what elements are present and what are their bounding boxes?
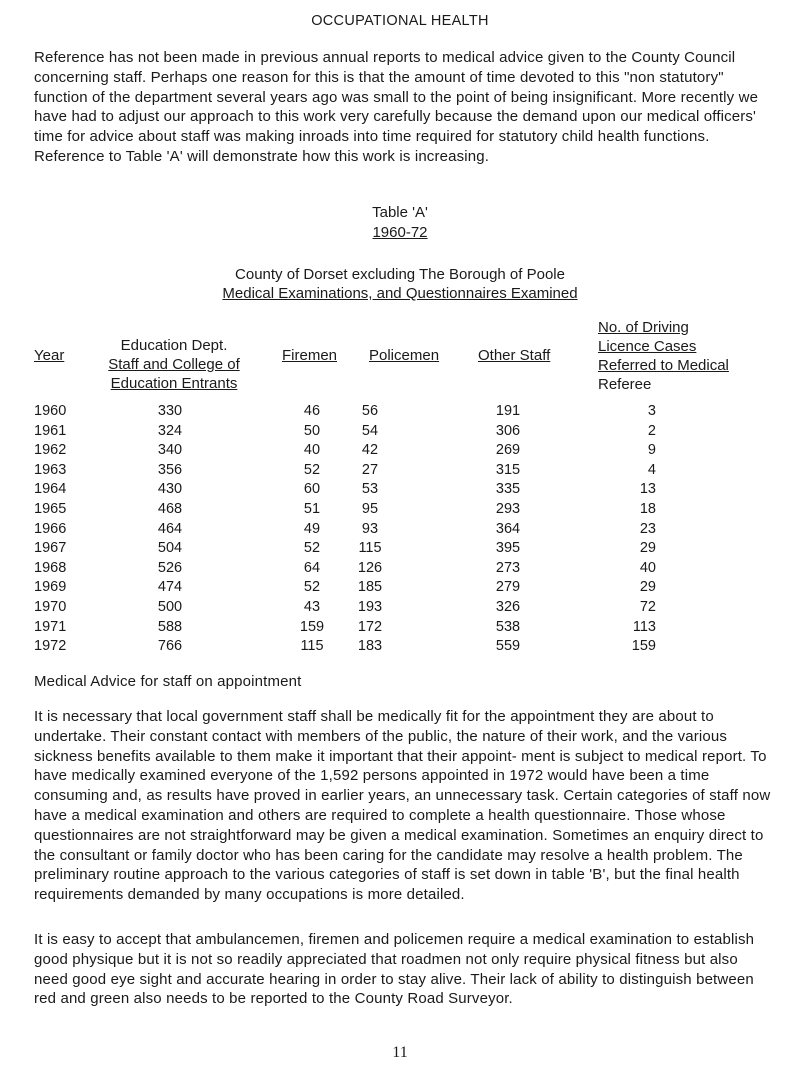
- cell-policemen: 95: [361, 501, 379, 517]
- table-row: [0, 558, 800, 578]
- section-heading-text: Medical Advice for staff on appointment: [34, 673, 302, 690]
- table-row: [0, 636, 800, 656]
- table-subtitle-2-text: Medical Examinations, and Questionnaires Examined: [222, 285, 578, 302]
- cell-firemen: 50: [303, 422, 321, 439]
- cell-other-staff: 293: [495, 501, 521, 517]
- cell-education: 588: [157, 618, 183, 635]
- cell-policemen: 93: [361, 520, 379, 537]
- cell-education: 766: [157, 638, 183, 655]
- cell-policemen: 56: [361, 403, 379, 419]
- cell-other-staff: 269: [495, 442, 521, 459]
- cell-year: 1960: [34, 403, 67, 419]
- table-subtitle-2: [0, 284, 800, 303]
- paragraph-2: [34, 707, 774, 905]
- cell-year: 1967: [34, 540, 67, 557]
- cell-other-staff: 335: [495, 481, 521, 498]
- section-heading: [34, 672, 774, 692]
- cell-policemen: 27: [361, 461, 379, 478]
- cell-licence-cases: 23: [639, 520, 656, 537]
- cell-licence-cases: 2: [647, 422, 656, 439]
- cell-year: 1963: [34, 461, 67, 478]
- table-row: [0, 479, 800, 499]
- header-policemen: Policemen: [369, 347, 440, 364]
- cell-firemen: 159: [299, 618, 325, 635]
- cell-year: 1965: [34, 501, 67, 517]
- cell-firemen: 49: [303, 520, 321, 537]
- table-row: [0, 440, 800, 460]
- cell-policemen: 42: [361, 442, 379, 459]
- cell-licence-cases: 3: [647, 403, 656, 419]
- table-years-text: 1960-72: [372, 224, 428, 241]
- cell-firemen: 52: [303, 579, 321, 596]
- paragraph-3-text: It is easy to accept that ambulancemen, firemen and policemen require a medical examination to establish good physique but it is not so readily appreciated that roadmen not only require physical fitness but also need good eye sight and accurate hearing in order to stay alive. Their lack of ability to distinguish between red and green also needs to be reported to the County Road Surveyor.: [34, 931, 755, 1008]
- cell-year: 1966: [34, 520, 67, 537]
- cell-other-staff: 395: [495, 540, 521, 557]
- cell-licence-cases: 40: [639, 559, 656, 576]
- cell-licence-cases: 9: [647, 442, 656, 459]
- cell-policemen: 193: [357, 599, 383, 615]
- header-education-1: Education Dept.: [120, 337, 228, 354]
- header-licence-4: Referee: [598, 376, 652, 393]
- cell-firemen: 51: [303, 501, 321, 517]
- cell-education: 430: [157, 481, 183, 498]
- header-firemen: Firemen: [282, 347, 338, 364]
- cell-licence-cases: 159: [631, 638, 656, 655]
- cell-licence-cases: 13: [639, 481, 656, 498]
- cell-year: 1972: [34, 638, 67, 655]
- cell-licence-cases: 18: [639, 501, 656, 517]
- cell-licence-cases: 29: [639, 579, 656, 596]
- cell-other-staff: 273: [495, 559, 521, 576]
- paragraph-3: [34, 930, 774, 1009]
- cell-education: 324: [157, 422, 183, 439]
- header-licence-1: No. of Driving: [598, 319, 689, 336]
- cell-year: 1971: [34, 618, 67, 635]
- cell-education: 500: [157, 599, 183, 615]
- header-year: Year: [34, 347, 65, 364]
- cell-year: 1968: [34, 559, 67, 576]
- table-title: Table 'A': [372, 204, 428, 221]
- table-row: [0, 538, 800, 558]
- cell-firemen: 64: [303, 559, 321, 576]
- cell-policemen: 126: [357, 559, 383, 576]
- cell-other-staff: 559: [495, 638, 521, 655]
- cell-licence-cases: 113: [632, 618, 656, 635]
- table-row: [0, 577, 800, 597]
- cell-other-staff: 538: [495, 618, 521, 635]
- paragraph-2-text: It is necessary that local government staff shall be medically fit for the appointment they are about to undertake. Their constant contact with members of the public, the nature of their work, and the various sickness benefits available to them make it important that their appoint- ment is subject to medical report. To have medically examined everyone of the 1,592 persons appointed in 1972 would have been a time consuming and, as results have proved in earlier years, an unnecessary task. Certain categories of staff now have a medical examination and others are required to complete a health questionnaire. Those whose questionnaires are not straightforward may be given a medical examination. Sometimes an enquiry direct to the consultant or family doctor who has been caring for the candidate may resolve a health problem. The preliminary routine approach to the various categories of staff is set down in table 'B', but the final health requirements demanded by many occupations is more detailed.: [34, 708, 771, 904]
- cell-policemen: 185: [357, 579, 383, 596]
- table-row: [0, 460, 800, 480]
- cell-firemen: 52: [303, 461, 321, 478]
- page-number: 11: [392, 1044, 408, 1061]
- cell-firemen: 60: [303, 481, 321, 498]
- cell-policemen: 172: [357, 618, 383, 635]
- cell-education: 504: [157, 540, 183, 557]
- table-row: [0, 597, 800, 617]
- cell-policemen: 115: [358, 540, 382, 557]
- cell-policemen: 54: [361, 422, 379, 439]
- cell-other-staff: 364: [495, 520, 521, 537]
- cell-education: 474: [157, 579, 183, 596]
- table-row: [0, 401, 800, 421]
- table-subtitle-1: County of Dorset excluding The Borough of Poole: [235, 266, 565, 283]
- header-licence-3: Referred to Medical: [598, 357, 729, 374]
- cell-year: 1964: [34, 481, 67, 498]
- cell-education: 340: [157, 442, 183, 459]
- cell-firemen: 46: [303, 403, 321, 419]
- cell-firemen: 43: [303, 599, 321, 615]
- cell-year: 1961: [34, 422, 67, 439]
- table-row: [0, 519, 800, 539]
- cell-other-staff: 191: [495, 403, 521, 419]
- cell-education: 526: [157, 559, 183, 576]
- header-education-2: Staff and College of: [108, 356, 240, 373]
- table-row: [0, 617, 800, 637]
- cell-year: 1970: [34, 599, 67, 615]
- header-other-staff: Other Staff: [478, 347, 551, 364]
- cell-education: 468: [157, 501, 183, 517]
- header-licence-2: Licence Cases: [598, 338, 697, 355]
- cell-education: 464: [157, 520, 183, 537]
- page-heading: OCCUPATIONAL HEALTH: [311, 13, 489, 29]
- cell-firemen: 115: [300, 638, 324, 655]
- cell-firemen: 52: [303, 540, 321, 557]
- cell-licence-cases: 4: [647, 461, 656, 478]
- table-row: [0, 421, 800, 441]
- cell-education: 356: [157, 461, 183, 478]
- cell-other-staff: 306: [495, 422, 521, 439]
- cell-education: 330: [157, 403, 183, 419]
- cell-year: 1962: [34, 442, 67, 459]
- cell-policemen: 53: [361, 481, 379, 498]
- cell-other-staff: 315: [495, 461, 521, 478]
- cell-other-staff: 279: [495, 579, 521, 596]
- intro-paragraph: [34, 48, 774, 167]
- cell-firemen: 40: [303, 442, 321, 459]
- cell-year: 1969: [34, 579, 67, 596]
- cell-other-staff: 326: [495, 599, 521, 615]
- cell-licence-cases: 29: [639, 540, 656, 557]
- cell-policemen: 183: [357, 638, 383, 655]
- table-years: [0, 223, 800, 242]
- cell-licence-cases: 72: [639, 599, 656, 615]
- table-row: [0, 499, 800, 519]
- header-education-3: Education Entrants: [110, 375, 238, 392]
- intro-text: Reference has not been made in previous annual reports to medical advice given to the County Council concerning staff. Perhaps one reason for this is that the amount of time devoted to this "non statutory" function of the department several years ago was small to the point of being insignificant. More recently we have had to adjust our approach to this work very carefully because the demand upon our medical officers' time for advice about staff was making inroads into time required for statutory child health functions. Reference to Table 'A' will demonstrate how this work is increasing.: [34, 49, 759, 165]
